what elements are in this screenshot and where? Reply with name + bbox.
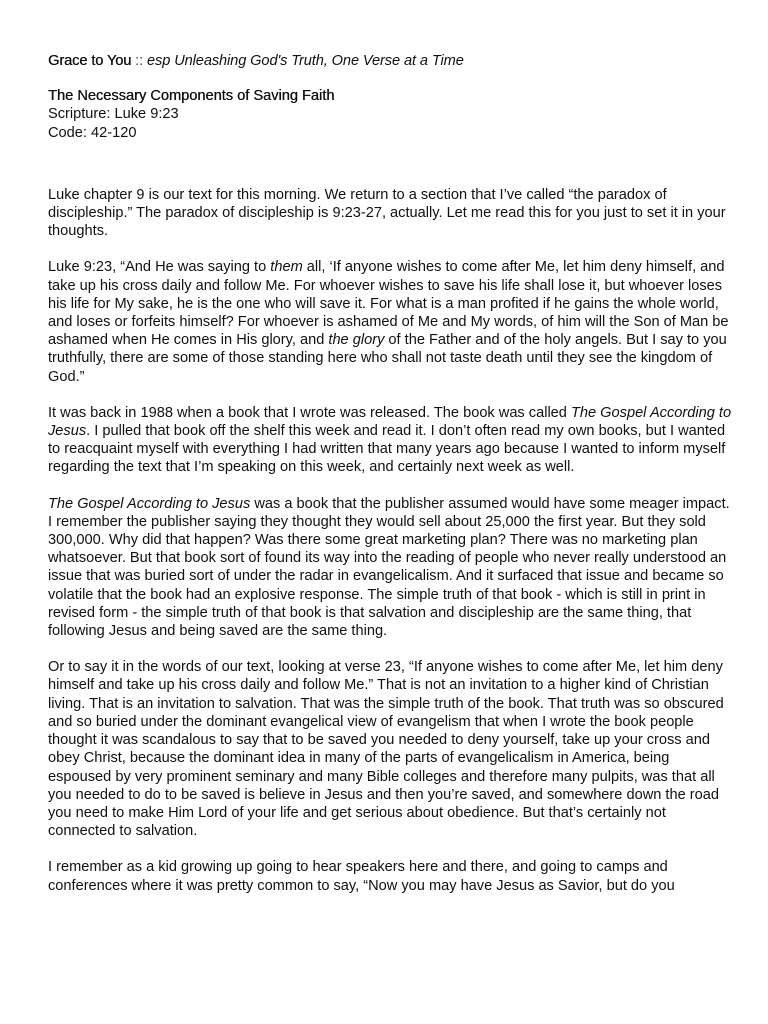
p3-text-c: . I pulled that book off the shelf this week and read it. I don’t often read my own books, but I wanted to reacquaint myself with everything I had written that many years ago because I wanted to inform myself regarding the text that I’m speaking on this week, and certainly next week as well. (48, 423, 726, 476)
header-separator: :: (131, 53, 148, 69)
body-paragraph-3 (48, 404, 736, 477)
body-paragraph-5: Or to say it in the words of our text, looking at verse 23, “If anyone wishes to come after Me, let him deny himself and take up his cross daily and follow Me.” That is not an invitation to a higher kind of Christian living. That is an invitation to salvation. That was the simple truth of the book. That truth was so obscured and so buried under the dominant evangelical view of evangelism that when I wrote the book people thought it was scandalous to say that to be saved you needed to deny yourself, take up your cross and obey Christ, because the dominant idea in many of the parts of evangelicalism in America, being espoused by very prominent seminary and many Bible colleges and therefore many pulpits, was that all you needed to do to be saved is believe in Jesus and then you’re saved, and somewhere down the road you need to make Him Lord of your life and get serious about obedience. But that’s certainly not connected to salvation. (48, 659, 724, 840)
body-paragraph-2 (48, 258, 736, 385)
p2-italic-them: them (270, 259, 303, 276)
header-tagline: esp Unleashing God's Truth, One Verse at a Time (147, 53, 464, 69)
sermon-code: Code: 42-120 (48, 124, 137, 141)
document-header (48, 52, 736, 70)
sermon-title: The Necessary Components of Saving Faith (48, 88, 335, 105)
document-page (48, 52, 736, 913)
body-paragraph-4 (48, 495, 736, 641)
p2-text-c: all, ‘If anyone wishes to come after Me, let him deny himself, and take up his cross daily and follow Me. For whoever wishes to save his life shall lose it, but whoever loses his life for My sake, he is the one who will save it. For what is a man profited if he gains the whole world, and loses or forfeits himself? For whoever is ashamed of Me and My words, of him will the Son of Man be ashamed when He comes in His glory, and (48, 259, 729, 349)
p4-italic-book-title: The Gospel According to Jesus (48, 495, 251, 512)
body-paragraph-1: Luke chapter 9 is our text for this morning. We return to a section that I’ve called “the paradox of discipleship.” The paradox of discipleship is 9:23-27, actually. Let me read this for you just to set it in your thoughts. (48, 186, 726, 240)
p2-italic-glory: the glory (328, 332, 385, 349)
sermon-scripture: Scripture: Luke 9:23 (48, 106, 179, 123)
body-paragraph-6: I remember as a kid growing up going to hear speakers here and there, and going to camps and conferences where it was pretty common to say, “Now you may have Jesus as Savior, but do you (48, 859, 675, 894)
p3-text-a: It was back in 1988 when a book that I wrote was released. The book was called (48, 404, 571, 421)
sermon-info (48, 87, 736, 142)
p4-text-b: was a book that the publisher assumed would have some meager impact. I remember the publisher saying they thought they would sell about 25,000 the first year. But they sold 300,000. Why did that happen? Was there some great marketing plan? There was no marketing plan whatsoever. But that book sort of found its way into the reading of people who never really understood an issue that was buried sort of under the radar in evangelicalism. And it surfaced that issue and became so volatile that the book had an explosive response. The simple truth of that book - which is still in print in revised form - the simple truth of that book is that salvation and discipleship are the same thing, that following Jesus and being saved are the same thing. (48, 495, 730, 640)
p3-italic-book-title: The Gospel According to Jesus (48, 404, 732, 440)
p2-text-a: Luke 9:23, “And He was saying to (48, 259, 271, 276)
brand-name: Grace to You (48, 53, 132, 69)
p2-text-e: of the Father and of the holy angels. But I say to you truthfully, there are some of those standing here who shall not taste death until they see the kingdom of God.” (48, 332, 727, 385)
